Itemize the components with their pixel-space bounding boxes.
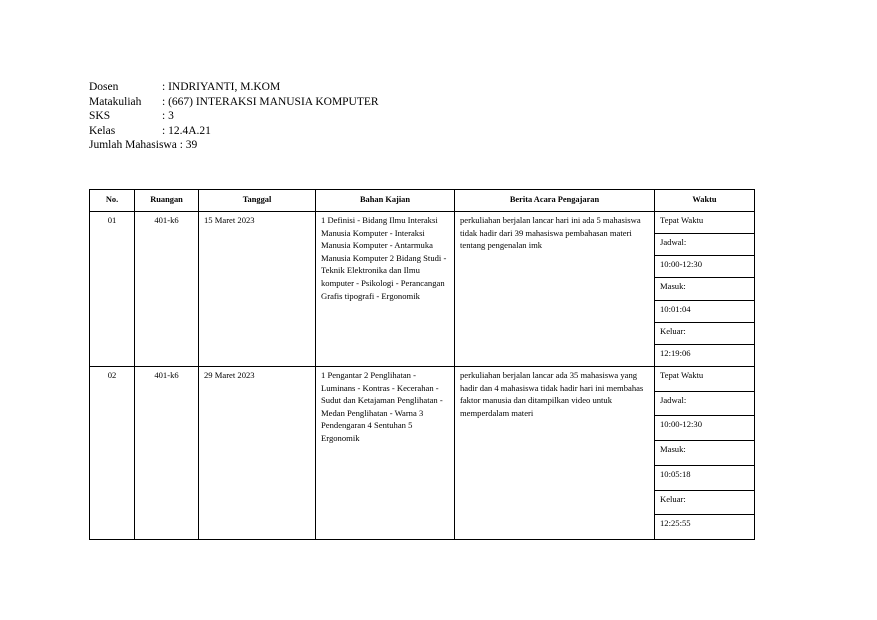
dosen-value: : INDRIYANTI, M.KOM	[162, 81, 281, 93]
attendance-table	[89, 189, 755, 540]
row-2-tanggal: 29 Maret 2023	[199, 367, 316, 539]
column-header-ruangan: Ruangan	[135, 190, 199, 212]
row-2-jadwal-label: Jadwal:	[655, 392, 754, 417]
row-1-berita-acara: perkuliahan berjalan lancar hari ini ada 5 mahasiswa tidak hadir dari 39 mahasiswa pembahasan materi tentang pengenalan imk	[455, 212, 655, 367]
jumlah-mahasiswa: Jumlah Mahasiswa : 39	[89, 139, 198, 152]
row-2-jadwal-value: 10:00-12:30	[655, 416, 754, 441]
column-header-tanggal: Tanggal	[199, 190, 316, 212]
row-1-masuk-label: Masuk:	[655, 278, 754, 300]
sks-label: SKS	[89, 110, 111, 123]
column-header-bahan-kajian: Bahan Kajian	[316, 190, 455, 212]
row-2-waktu	[655, 367, 754, 539]
row-1-waktu	[655, 212, 754, 367]
dosen-row	[89, 80, 379, 95]
matakuliah-row	[89, 95, 379, 110]
column-header-waktu: Waktu	[655, 190, 754, 212]
row-1-tanggal: 15 Maret 2023	[199, 212, 316, 367]
row-1-bahan-kajian: 1 Definisi - Bidang Ilmu Interaksi Manusia Komputer - Interaksi Manusia Komputer - Antarmuka Manusia Komputer 2 Bidang Studi - Teknik Elektronika dan Ilmu komputer - Psikologi - Perancangan Grafis tipografi - Ergonomik	[316, 212, 455, 367]
row-1-no: 01	[90, 212, 135, 367]
row-2-ruangan: 401-k6	[135, 367, 199, 539]
row-1-jadwal-label: Jadwal:	[655, 234, 754, 256]
row-2-status: Tepat Waktu	[655, 367, 754, 392]
row-1-ruangan: 401-k6	[135, 212, 199, 367]
row-2-no: 02	[90, 367, 135, 539]
row-1-keluar-value: 12:19:06	[660, 347, 691, 358]
row-1-jadwal-value: 10:00-12:30	[655, 256, 754, 278]
row-2-masuk-label: Masuk:	[655, 441, 754, 466]
matakuliah-value: : (667) INTERAKSI MANUSIA KOMPUTER	[162, 95, 379, 108]
row-2-keluar-label: Keluar:	[655, 491, 754, 516]
kelas-label: Kelas	[89, 124, 116, 137]
dosen-label: Dosen	[89, 81, 119, 93]
row-1-masuk-value: 10:01:04	[655, 301, 754, 323]
matakuliah-label: Matakuliah	[89, 95, 142, 108]
document-header	[89, 80, 379, 153]
kelas-row	[89, 124, 379, 139]
row-1-keluar-label: Keluar:	[655, 323, 754, 345]
row-2-keluar-value: 12:25:55	[660, 518, 691, 529]
column-header-no: No.	[90, 190, 135, 212]
column-header-berita-acara: Berita Acara Pengajaran	[455, 190, 655, 212]
row-2-berita-acara: perkuliahan berjalan lancar ada 35 mahasiswa yang hadir dan 4 mahasiswa tidak hadir hari ini membahas faktor manusia dan ditampilkan video untuk memperdalam materi	[455, 367, 655, 539]
sks-row	[89, 109, 379, 124]
row-2-masuk-value: 10:05:18	[655, 466, 754, 491]
kelas-value: : 12.4A.21	[162, 124, 211, 137]
sks-value: : 3	[162, 110, 174, 123]
row-2-bahan-kajian: 1 Pengantar 2 Penglihatan - Luminans - Kontras - Kecerahan - Sudut dan Ketajaman Penglihatan - Medan Penglihatan - Warna 3 Pendengaran 4 Sentuhan 5 Ergonomik	[316, 367, 455, 539]
row-1-status: Tepat Waktu	[655, 212, 754, 234]
